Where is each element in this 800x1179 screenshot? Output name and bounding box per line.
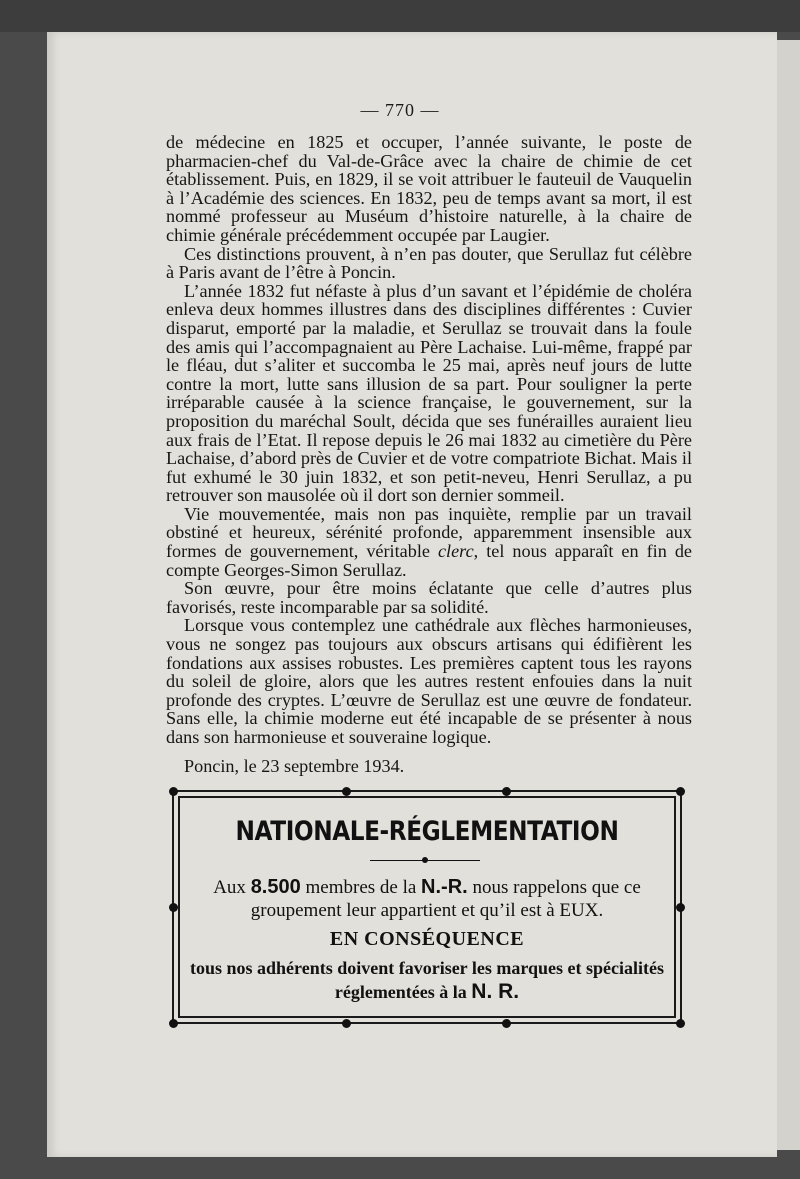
- scan-background: [0, 0, 800, 32]
- paragraph: L’année 1832 fut néfaste à plus d’un savant et l’épidémie de choléra enleva deux hommes illustres dans des disciplines différentes : Cuvier disparut, emporté par la maladie, et Serullaz se trouvait dans la foule des amis qui l’accompagnaient au Père Lachaise. Lui-même, frappé par le fléau, dut s’aliter et succomba le 25 mai, après neuf jours de lutte contre la mort, lutte sans illusion de sa part. Pour souligner la perte irréparable causée à la science française, le gouvernement, sur la proposition du maréchal Soult, décida que ses funérailles auraient lieu aux frais de l’Etat. Il repose depuis le 26 mai 1832 au cimetière du Père Lachaise, d’abord près de Cuvier et de votre compatriote Bichat. Mais il fut exhumé le 30 juin 1832, et son petit-neveu, Henri Serullaz, a pu retrouver son mausolée où il dort son dernier sommeil.: [166, 280, 692, 506]
- paragraph: Lorsque vous contemplez une cathédrale aux flèches harmonieuses, vous ne songez pas toujours aux obscurs artisans qui édifièrent les fondations aux assises robustes. Les premières captent tous les rayons du soleil de gloire, alors que les autres restent enfouies dans la nuit profonde des cryptes. L’œuvre de Serullaz est une œuvre de fondateur. Sans elle, la chimie moderne eut été incapable de se présenter à nous dans son harmonieuse et souveraine logique.: [166, 615, 692, 747]
- paragraph: Son œuvre, pour être moins éclatante que celle d’autres plus favorisés, reste incomparable par sa solidité.: [166, 578, 692, 617]
- ad-acronym: N. R.: [471, 980, 520, 1003]
- ad-number: 8.500: [250, 876, 301, 898]
- article-body: [166, 133, 692, 775]
- paragraph: Ces distinctions prouvent, à n’en pas douter, que Serullaz fut célèbre à Paris avant de l’être à Poncin.: [166, 243, 692, 283]
- paragraph: de médecine en 1825 et occuper, l’année suivante, le poste de pharmacien-chef du Val-de-Grâce avec la chaire de chimie de cet établissement. Puis, en 1829, il se voit attribuer le fauteuil de Vauquelin à l’Académie des sciences. En 1832, peu de temps avant sa mort, il est nommé professeur au Muséum d’histoire naturelle, à la chaire de chimie générale précédemment occupée par Laugier.: [166, 132, 692, 245]
- signature-line: Poncin, le 23 septembre 1934.: [184, 755, 405, 776]
- ad-title: NATIONALE-RÉGLEMENTATION: [235, 816, 619, 847]
- paragraph-text: , tel nous apparaît en fin de compte Georges-Simon Serullaz.: [166, 541, 692, 580]
- border-dot: [502, 1019, 511, 1028]
- corner-dot: [169, 787, 178, 796]
- paragraph-text: Vie mouvementée, mais non pas inquiète, remplie par un travail obstiné et heureux, sérénité profonde, apparemment insensible aux formes de gouvernement, véritable: [166, 503, 692, 562]
- ad-line: [172, 980, 682, 1004]
- ad-line: tous nos adhérents doivent favoriser les marques et spécialités: [190, 958, 664, 978]
- ad-line: groupement leur appartient et qu’il est à EUX.: [250, 900, 604, 921]
- ad-line: [172, 876, 682, 899]
- ad-text: Aux: [213, 877, 246, 898]
- border-dot: [502, 787, 511, 796]
- ad-text: membres de la: [305, 877, 417, 898]
- ad-text: nous rappelons que ce: [472, 877, 641, 898]
- paragraph: [166, 505, 692, 579]
- border-dot: [342, 1019, 351, 1028]
- ad-consequence-heading: EN CONSÉQUENCE: [329, 928, 525, 950]
- corner-dot: [676, 787, 685, 796]
- ad-divider-dot: [422, 857, 428, 863]
- corner-dot: [676, 1019, 685, 1028]
- italic-word: clerc: [437, 541, 474, 562]
- ad-text: réglementées à la: [334, 982, 467, 1002]
- page-number: — 770 —: [360, 100, 440, 120]
- border-dot: [342, 787, 351, 796]
- advertisement-box: [172, 790, 682, 1024]
- corner-dot: [169, 1019, 178, 1028]
- ad-acronym: N.-R.: [421, 876, 468, 898]
